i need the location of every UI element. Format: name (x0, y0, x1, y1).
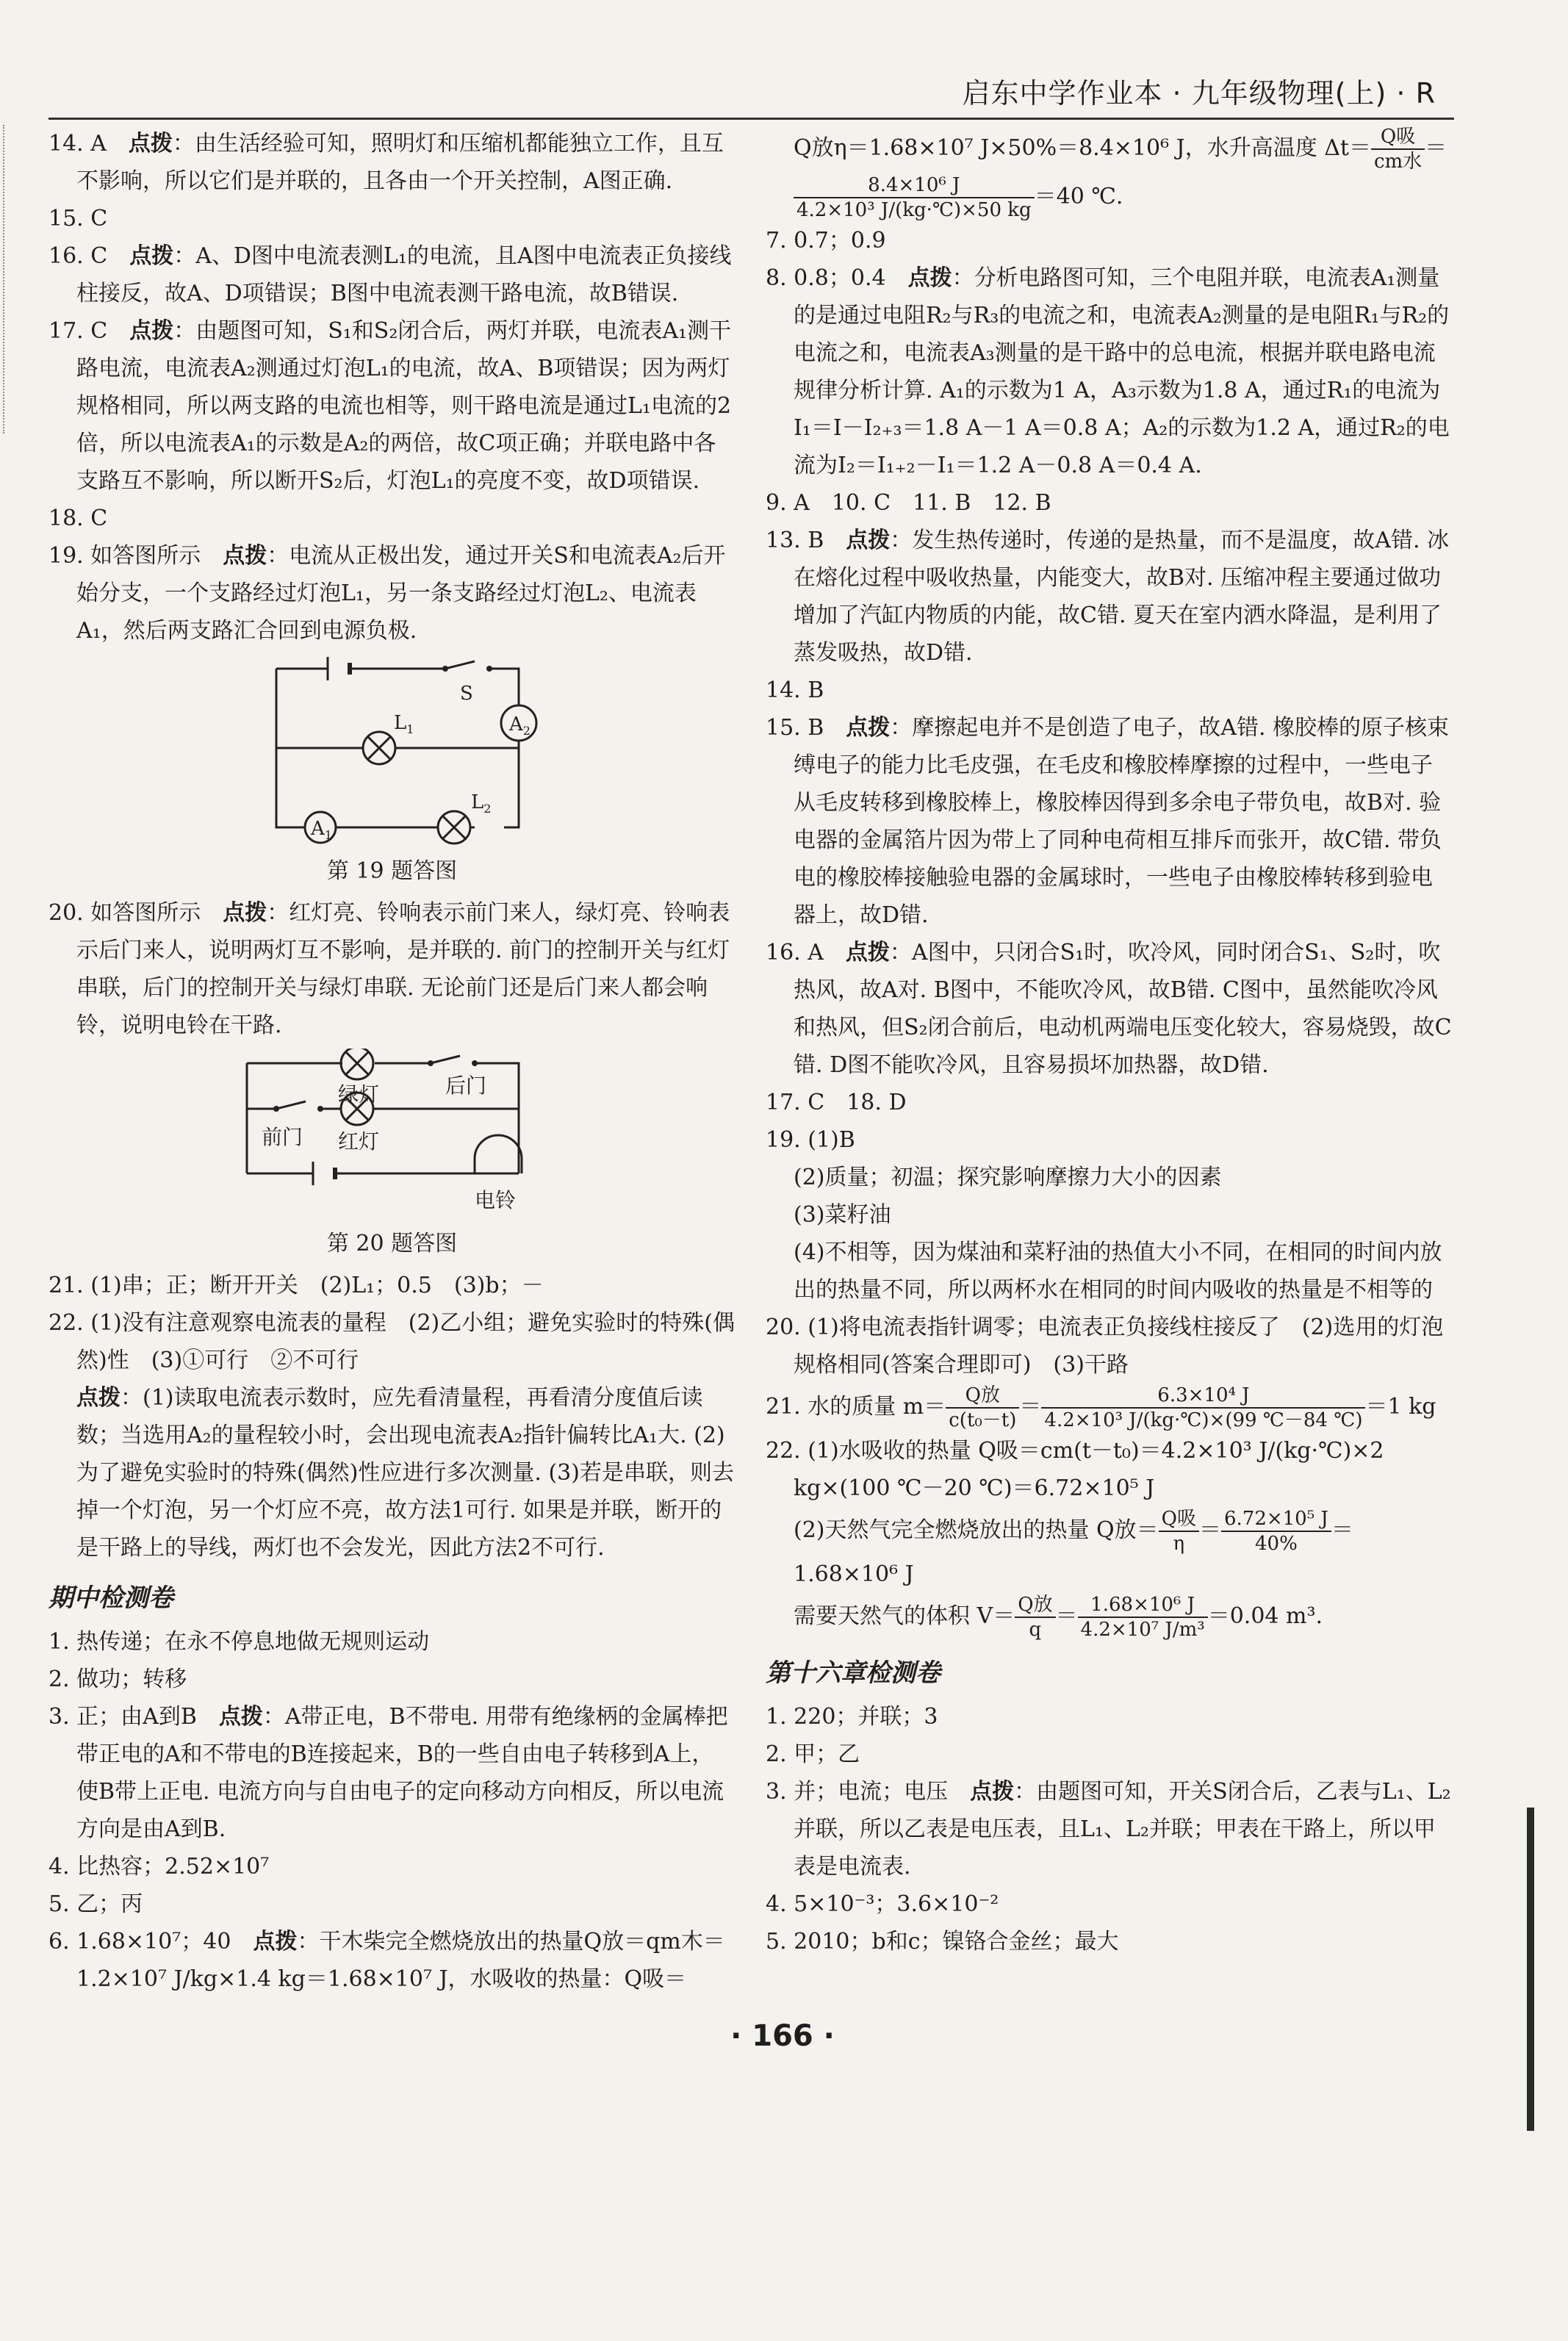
chapter16-answer-3: 3. 并；电流；电压 点拨：由题图可知，开关S闭合后，乙表与L₁、L₂并联，所以乙表是电压表，且L₁、L₂并联；甲表在干路上，所以甲表是电流表. (766, 1779, 1451, 1880)
midterm-answer-21: 21. 水的质量 m＝ $\frac{\text{Q放}}{\text{c(t₀－t)}}$ ＝ $\frac{\text{6.3×10⁴ J}}{\text{4.2×10³ J/(kg·℃)×(99 ℃－84 ℃)}}$ ＝1 kg (766, 1384, 1436, 1431)
red-lamp-label: 红灯 (338, 1129, 380, 1154)
answer-21: 21. (1)串；正；断开开关 (2)L₁；0.5 (3)b；－ (48, 1273, 544, 1298)
midterm-answer-3: 3. 正；由A到B 点拨：A带正电，B不带电. 用带有绝缘柄的金属棒把带正电的A和不带电的B连接起来，B的一些自由电子转移到A上，使B带上正电. 电流方向与自由电子的定向移动方向相反，所以电流方向是由A到B. (48, 1704, 728, 1842)
midterm-answer-8: 8. 0.8；0.4 点拨：分析电路图可知，三个电阻并联，电流表A₁测量的是通过电阻R₂与R₃的电流之和，电流表A₂测量的是电阻R₁与R₂的电流之和，电流表A₃测量的是干路中的总电流，根据并联电路电流规律分析计算. A₁的示数为1 A，A₃示数为1.8 A，通过R₁的电流为I₁＝I－I₂₊₃＝1.8 A－1 A＝0.8 A；A₂的示数为1.2 A，通过R₂的电流为I₂＝I₁₊₂－I₁＝1.2 A－0.8 A＝0.4 A. (766, 265, 1450, 478)
right-column (766, 125, 1453, 1960)
circuit-diagram-20 (48, 1049, 736, 1225)
midterm-answer-14: 14. B (766, 677, 824, 703)
back-door-switch-label: 后门 (445, 1074, 487, 1098)
chapter16-answer-5: 5. 2010；b和c；镍铬合金丝；最大 (766, 1929, 1119, 1955)
answer-16: 16. C 点拨：A、D图中电流表测L₁的电流，且A图中电流表正负接线柱接反，故A、D项错误；B图中电流表测干路电流，故B错误. (48, 243, 732, 306)
ammeter-a1-label: $A_1$ (311, 818, 332, 842)
fraction: $\frac{\text{Q放}}{\text{c(t₀－t)}}$ (946, 1384, 1019, 1432)
midterm-answer-20: 20. (1)将电流表指针调零；电流表正负接线柱接反了 (2)选用的灯泡规格相同(答案合理即可) (3)干路 (766, 1315, 1444, 1378)
midterm-answer-2: 2. 做功；转移 (48, 1666, 187, 1692)
answer-15: 15. C (48, 206, 108, 231)
answer-17: 17. C 点拨：由题图可知，S₁和S₂闭合后，两灯并联，电流表A₁测干路电流，电流表A₂测通过灯泡L₁的电流，故A、B项错误；因为两灯规格相同，所以两支路的电流也相等，则干路电流是通过L₁电流的2倍，所以电流表A₁的示数是A₂的两倍，故C项正确；并联电路中各支路互不影响，所以断开S₂后，灯泡L₁的亮度不变，故D项错误. (48, 318, 732, 494)
page-number: · 166 · (730, 2019, 835, 2053)
midterm-answer-16: 16. A 点拨：A图中，只闭合S₁时，吹冷风，同时闭合S₁、S₂时，吹热风，故A对. B图中，不能吹冷风，故B错. C图中，虽然能吹冷风和热风，但S₂闭合前后，电动机两端电压变化较大，容易烧毁，故C错. D图不能吹冷风，且容易损坏加热器，故D错. (766, 940, 1452, 1078)
lamp-l1-label: $L_1$ (394, 712, 414, 736)
fraction: $\frac{\text{6.3×10⁴ J}}{\text{4.2×10³ J/(kg·℃)×(99 ℃－84 ℃)}}$ (1041, 1384, 1365, 1432)
midterm-answer-13: 13. B 点拨：发生热传递时，传递的是热量，而不是温度，故A错. 冰在熔化过程中吸收热量，内能变大，故B对. 压缩冲程主要通过做功增加了汽缸内物质的内能，故C错. 夏天在室内洒水降温，是利用了蒸发吸热，故D错. (766, 528, 1450, 666)
midterm-answer-19-4: (4)不相等，因为煤油和菜籽油的热值大小不同，在相同的时间内放出的热量不同，所以两杯水在相同的时间内吸收的热量是不相等的 (794, 1240, 1442, 1303)
front-door-switch-label: 前门 (262, 1125, 303, 1149)
midterm-answer-22-2: (2)天然气完全燃烧放出的热量 Q放＝ $\frac{\text{Q吸}}{\eta}$ ＝ $\frac{\text{6.72×10⁵ J}}{40\%}$ ＝1.68×10⁶ J (794, 1508, 1353, 1587)
switch-s-label: S (460, 683, 473, 705)
chapter16-section-title: 第十六章检测卷 (766, 1658, 941, 1688)
answer-19: 19. 如答图所示 点拨：电流从正极出发，通过开关S和电流表A₂后开始分支，一个支路经过灯泡L₁，另一条支路经过灯泡L₂、电流表A₁，然后两支路汇合回到电源负极. (48, 543, 726, 644)
midterm-answer-19-3: (3)菜籽油 (794, 1202, 891, 1228)
midterm-answer-22-1: 22. (1)水吸收的热量 Q吸＝cm(t－t₀)＝4.2×10³ J/(kg·℃)×2 kg×(100 ℃－20 ℃)＝6.72×10⁵ J (766, 1438, 1384, 1501)
figure-19-caption: 第 19 题答图 (326, 858, 458, 884)
page-header-title: 启东中学作业本 · 九年级物理(上) · R (962, 77, 1436, 109)
midterm-answer-1: 1. 热传递；在永不停息地做无规则运动 (48, 1629, 430, 1655)
fraction: $\frac{\text{8.4×10⁶ J}}{\text{4.2×10³ J/(kg·℃)×50 kg}}$ (794, 173, 1035, 222)
chapter16-answer-1: 1. 220；并联；3 (766, 1704, 938, 1730)
answer-18: 18. C (48, 506, 108, 531)
figure-20-caption: 第 20 题答图 (326, 1231, 458, 1256)
header-rule (48, 118, 1454, 120)
midterm-answer-7: 7. 0.7；0.9 (766, 228, 886, 253)
ammeter-a2-label: $A_2$ (509, 713, 531, 738)
answer-22: 22. (1)没有注意观察电流表的量程 (2)乙小组；避免实验时的特殊(偶然)性 (3)①可行 ②不可行 (48, 1310, 735, 1373)
fraction: $\frac{\text{Q吸}}{\eta}$ (1159, 1507, 1199, 1556)
midterm-answer-5: 5. 乙；丙 (48, 1891, 143, 1917)
midterm-section-title: 期中检测卷 (48, 1583, 173, 1613)
green-lamp-label: 绿灯 (338, 1082, 380, 1107)
answer-20: 20. 如答图所示 点拨：红灯亮、铃响表示前门来人，绿灯亮、铃响表示后门来人，说明两灯互不影响，是并联的. 前门的控制开关与红灯串联，后门的控制开关与绿灯串联. 无论前门还是后门来人都会响铃，说明电铃在干路. (48, 900, 730, 1038)
chapter16-answer-2: 2. 甲；乙 (766, 1741, 860, 1767)
fraction: $\frac{\text{Q吸}}{\text{cm水}}$ (1371, 125, 1425, 173)
answer-22-tip: 点拨：(1)读取电流表示数时，应先看清量程，再看清分度值后读数；当选用A₂的量程较小时，会出现电流表A₂指针偏转比A₁大. (2)为了避免实验时的特殊(偶然)性应进行多次测量. (3)若是串联，则去掉一个灯泡，另一个灯应不亮，故方法1可行. 如果是并联，断开的是干路上的导线，两灯也不会发光，因此方法2不可行. (76, 1385, 734, 1561)
circuit-diagram-19 (48, 654, 736, 852)
midterm-answer-15: 15. B 点拨：摩擦起电并不是创造了电子，故A错. 橡胶棒的原子核束缚电子的能力比毛皮强，在毛皮和橡胶棒摩擦的过程中，一些电子从毛皮转移到橡胶棒上，橡胶棒因得到多余电子带负电，故B对. 验电器的金属箔片因为带上了同种电荷相互排斥而张开，故C错. 带负电的橡胶棒接触验电器的金属球时，一些电子由橡胶棒转移到验电器上，故D错. (766, 715, 1450, 928)
left-column (48, 125, 736, 1998)
lamp-l2-label: $L_2$ (471, 791, 492, 816)
answer-14: 14. A 点拨：由生活经验可知，照明灯和压缩机都能独立工作，且互不影响，所以它们是并联的，且各由一个开关控制，A图正确. (48, 131, 724, 194)
midterm-answer-17-18: 17. C 18. D (766, 1090, 907, 1115)
fraction: $\frac{\text{6.72×10⁵ J}}{40\%}$ (1221, 1507, 1331, 1556)
binding-edge-marks (3, 125, 10, 434)
fraction: $\frac{\text{1.68×10⁶ J}}{\text{4.2×10⁷ J/m³}}$ (1078, 1593, 1208, 1641)
midterm-answer-19-2: (2)质量；初温；探究影响摩擦力大小的因素 (794, 1165, 1222, 1190)
page-edge-bar (1527, 1808, 1534, 2131)
midterm-answer-4: 4. 比热容；2.52×10⁷ (48, 1854, 270, 1880)
midterm-answer-9-12: 9. A 10. C 11. B 12. B (766, 490, 1051, 516)
chapter16-answer-4: 4. 5×10⁻³；3.6×10⁻² (766, 1891, 999, 1917)
midterm-answer-6: 6. 1.68×10⁷；40 点拨：干木柴完全燃烧放出的热量Q放＝qm木＝1.2×10⁷ J/kg×1.4 kg＝1.68×10⁷ J，水吸收的热量：Q吸＝ (48, 1929, 725, 1992)
midterm-answer-6-continued: Q放η＝1.68×10⁷ J×50%＝8.4×10⁶ J，水升高温度 Δt＝ $\frac{\text{Q吸}}{\text{cm水}}$ ＝ $\frac{\text{8.4×10⁶ J}}{\text{4.2×10³ J/(kg·℃)×50 kg}}$ ＝40 ℃. (794, 126, 1447, 221)
midterm-answer-22-3: 需要天然气的体积 V＝ $\frac{\text{Q放}}{q}$ ＝ $\frac{\text{1.68×10⁶ J}}{\text{4.2×10⁷ J/m³}}$ ＝0.04 m³. (794, 1594, 1323, 1641)
bell-label: 电铃 (475, 1188, 517, 1212)
midterm-answer-19-1: 19. (1)B (766, 1127, 855, 1153)
fraction: $\frac{\text{Q放}}{q}$ (1015, 1593, 1055, 1641)
